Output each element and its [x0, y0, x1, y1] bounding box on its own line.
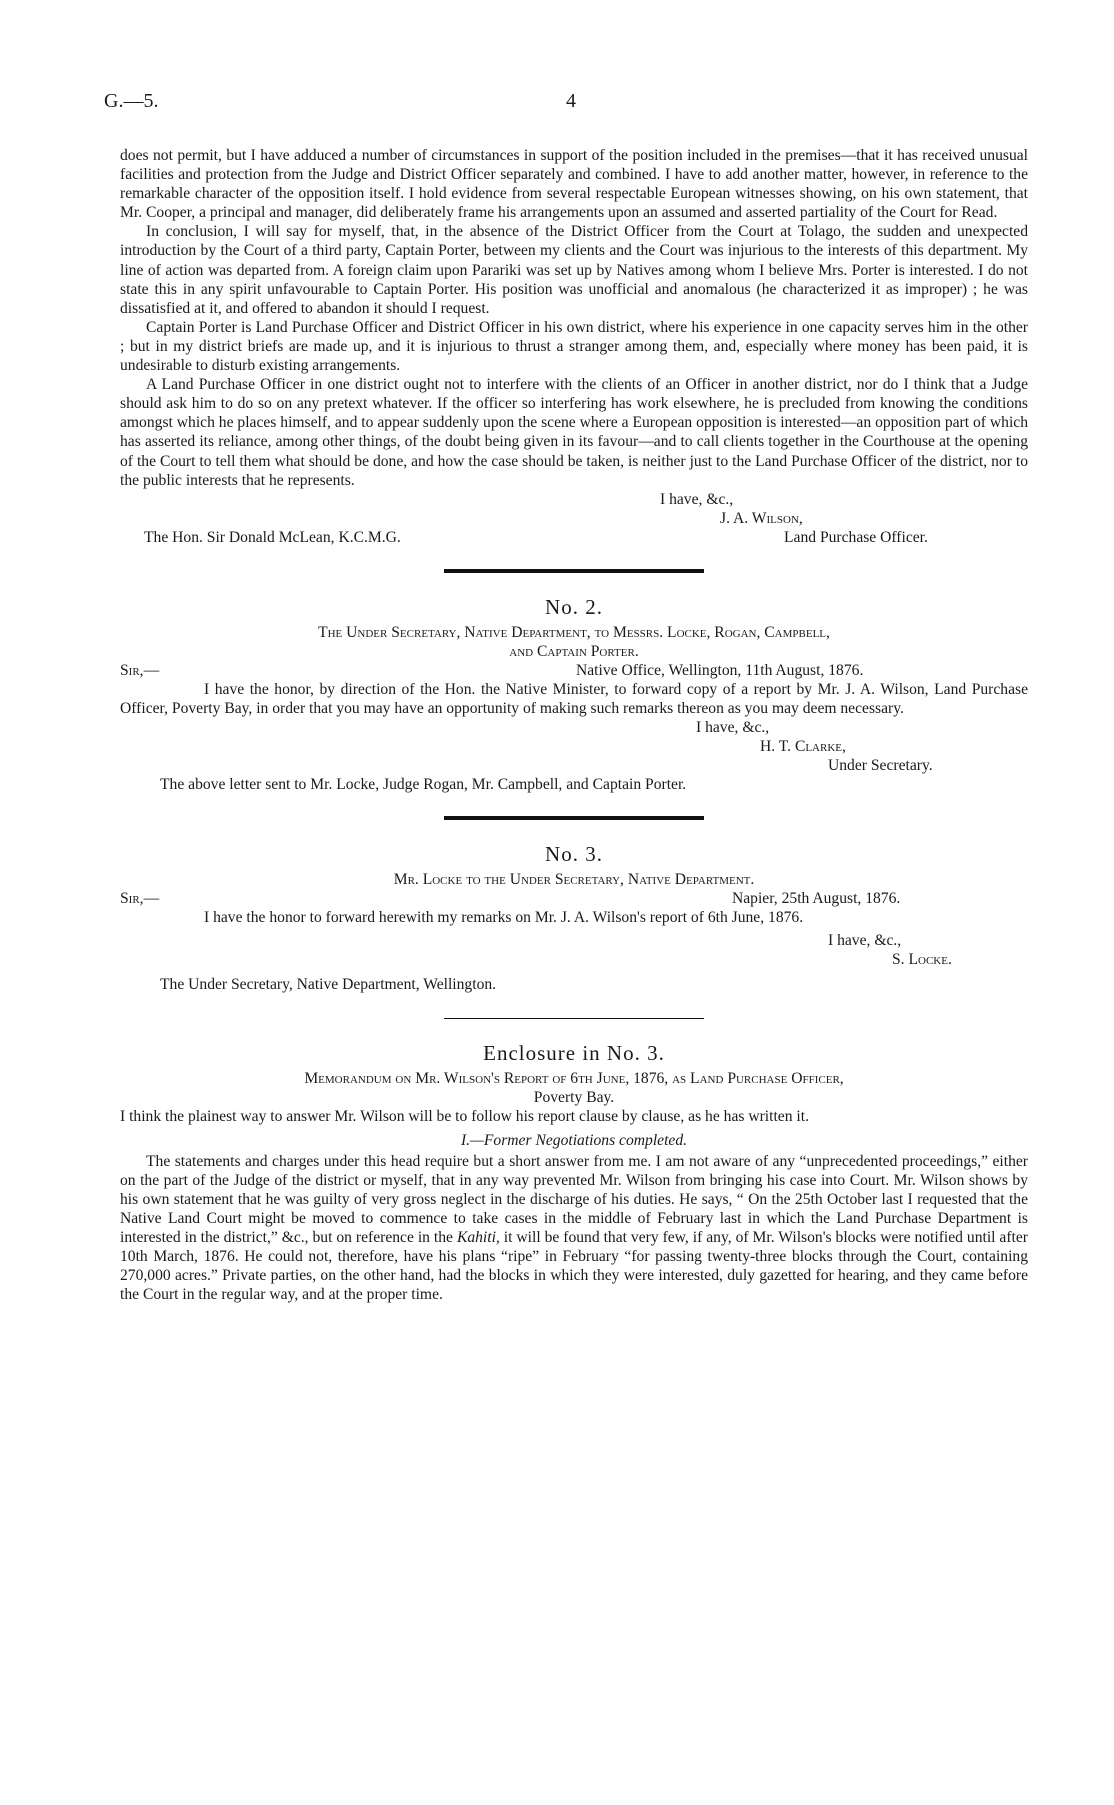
document-reference: G.—5.: [104, 90, 159, 112]
place-date: Napier, 25th August, 1876.: [732, 890, 901, 908]
section-title: [120, 1131, 1028, 1150]
closing: I have, &c.,: [696, 719, 770, 737]
page-number: 4: [566, 90, 576, 112]
enclosure-no-3: [120, 1039, 1028, 1304]
paragraph: I have the honor, by direction of the Hon. the Native Minister, to forward copy of a report by Mr. J. A. Wilson, Land Purchase Officer, Poverty Bay, in order that you may have an opportunity of making such remarks thereon as you may deem necessary.: [120, 680, 1028, 717]
letter-heading: No. 2.: [545, 594, 603, 619]
paragraph: In conclusion, I will say for myself, that, in the absence of the District Officer from the Court at Tolago, the sudden and unexpected introduction by the Court of a third party, Captain Porter, between my clients and the Court was injurious to the interests of this department. My line of action was departed from. A foreign claim upon Parariki was set up by Natives among whom I believe Mrs. Porter is interested. I do not state this in any spirit unfavourable to Captain Porter. His position was unofficial and anomalous (he characterized it as improper) ; he was dissatisfied at it, and offered to abandon it should I request.: [120, 223, 1028, 317]
signature: S. Locke.: [892, 951, 952, 969]
closing: I have, &c.,: [660, 490, 734, 508]
place-date: Native Office, Wellington, 11th August, 1876.: [576, 661, 864, 679]
document-body: [120, 146, 1028, 1304]
salutation: Sir,—: [120, 890, 160, 908]
closing: I have, &c.,: [828, 932, 902, 950]
memo-title-line: Poverty Bay.: [533, 1089, 615, 1107]
section-divider: [444, 569, 704, 573]
salutation: Sir,—: [120, 661, 160, 679]
from-to-line: and Captain Porter.: [509, 642, 639, 660]
letter-no-2: [120, 593, 1028, 794]
paragraph-text: The statements and charges under this head require but a short answer from me. I am not aware of any “unprecedented proceedings,” either on the part of the Judge of the district or myself, that in any way prevented Mr. Wilson from bringing his case into Court. Mr. Wilson shows by his own statement that he was guilty of very gross neglect in the discharge of his duties. He says, “ On the 25th October last I requested that the Native Land Court might be moved to commence to take cases in the middle of February last in which the Land Purchase Department is interested in the district,” &c., but on reference in the: [120, 1152, 1028, 1246]
letter-heading: No. 3.: [545, 842, 603, 867]
paragraph: I think the plainest way to answer Mr. Wilson will be to follow his report clause by clause, as he has written it.: [120, 1108, 809, 1126]
from-to-line: Mr. Locke to the Under Secretary, Native Department.: [393, 871, 755, 889]
paragraph: [120, 1152, 1028, 1305]
section-divider: [444, 816, 704, 820]
paragraph: A Land Purchase Officer in one district ought not to interfere with the clients of an Officer in another district, nor do I think that a Judge should ask him to do so on any pretext whatever. If the officer so interfering has work elsewhere, he is precluded from knowing the conditions amongst which he places himself, and to appear suddenly upon the scene where a European opposition is interested—an opposition part of which has asserted its reliance, among other things, of the doubt being given in its favour—and to call clients together in the Courthouse at the opening of the Court to tell them what should be done, and how the case should be taken, is neither just to the Land Purchase Officer of the district, nor to the public interests that he represents.: [120, 376, 1028, 489]
letter-wilson-continuation: [120, 146, 1028, 547]
from-to-line: The Under Secretary, Native Department, to Messrs. Locke, Rogan, Campbell,: [318, 623, 830, 641]
signature: J. A. Wilson,: [720, 509, 803, 527]
italic-term: Kahiti,: [456, 1229, 500, 1246]
addressee: The Under Secretary, Native Department, Wellington.: [160, 976, 497, 994]
letter-no-3: [120, 840, 1028, 994]
memo-title-line: Memorandum on Mr. Wilson's Report of 6th June, 1876, as Land Purchase Officer,: [304, 1070, 844, 1088]
enclosure-heading: Enclosure in No. 3.: [483, 1041, 665, 1066]
section-title-text: I.—Former Negotiations completed.: [460, 1131, 688, 1149]
paragraph-text: it will be found that very few, if any, of Mr. Wilson's blocks were notified until after 10th March, 1876. He could not, therefore, have his plans “ripe” in February “for passing twenty-three blocks through the Court, containing 270,000 acres.” Private parties, on the other hand, had the blocks in which they were interested, duly gazetted for hearing, and they came before the Court in the regular way, and at the proper time.: [120, 1229, 1028, 1304]
paragraph: does not permit, but I have adduced a number of circumstances in support of the position included in the premises—that it has received unusual facilities and protection from the Judge and District Officer separately and combined. I have to add another matter, however, in reference to the remarkable character of the opposition itself. I hold evidence from several respectable European witnesses showing, on his own statement, that Mr. Cooper, a principal and manager, did deliberately frame his arrangements upon an assumed and asserted partiality of the Court for Read.: [120, 147, 1028, 222]
signature-title: Land Purchase Officer.: [784, 528, 928, 546]
signature: H. T. Clarke,: [760, 738, 846, 756]
section-divider: [444, 1018, 704, 1019]
signature-title: Under Secretary.: [828, 757, 933, 775]
addressee: The Hon. Sir Donald McLean, K.C.M.G.: [144, 528, 401, 546]
paragraph: Captain Porter is Land Purchase Officer and District Officer in his own district, where his experience in one capacity serves him in the other ; but in my district briefs are made up, and it is injurious to thrust a stranger among them, and, especially where money has been paid, it is undesirable to disturb existing arrangements.: [120, 318, 1028, 375]
note: The above letter sent to Mr. Locke, Judge Rogan, Mr. Campbell, and Captain Porter.: [160, 776, 687, 794]
page-header: [104, 92, 1034, 122]
paragraph: I have the honor to forward herewith my remarks on Mr. J. A. Wilson's report of 6th June, 1876.: [204, 909, 804, 927]
